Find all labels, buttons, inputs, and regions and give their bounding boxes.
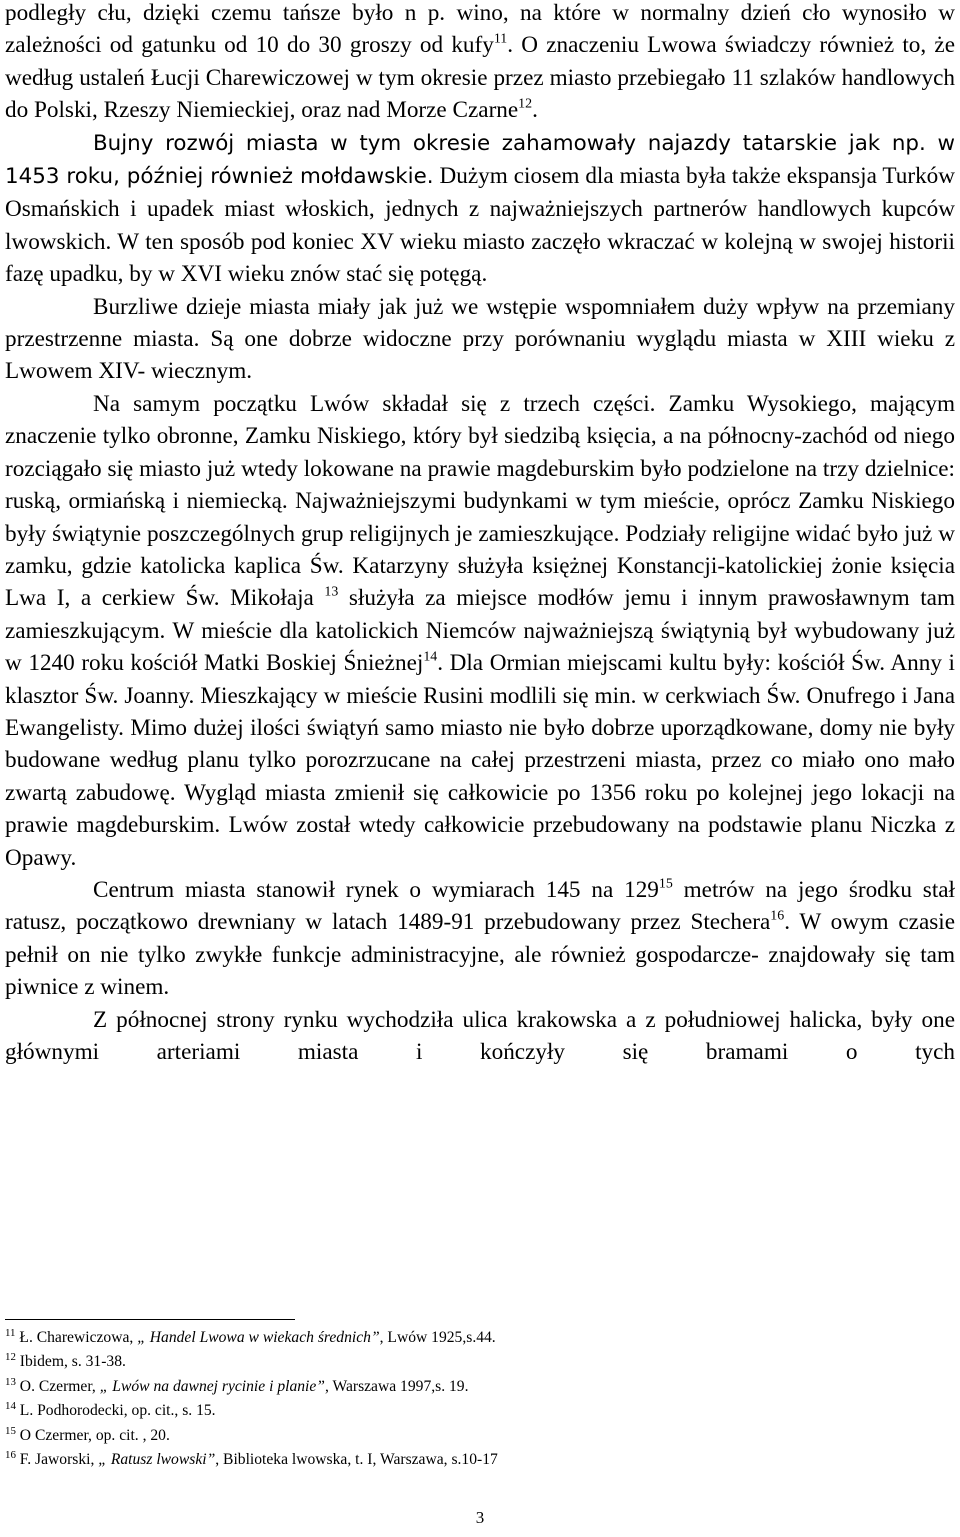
footnote-ref: 16: [770, 908, 785, 924]
footnote: $^{13}$ O. Czermer, „ Lwów na dawnej rycinie i planie”, Warszawa 1997,s. 19.: [5, 1375, 469, 1395]
text-run: . O znaczeniu Lwowa świadczy również to, że według ustaleń Łucji Charewiczowej w tym okresie przez miasto przebiegało 11 szlaków handlowych do Polski, Rzeszy Niemieckiej, oraz nad Morze Czarne: [5, 32, 956, 124]
text-run: Dużym ciosem dla miasta była także ekspansja Turków Osmańskich i upadek miast włoskich, jednych z najważniejszych partnerów handlowych kupców lwowskich. W ten sposób pod koniec XV wieku miasto zaczęło wkraczać w kolejną w swojej historii fazę upadku, by w XVI wieku znów stać się potęgą.: [5, 163, 956, 288]
text-run: podległy cłu, dzięki czemu tańsze było n p. wino, na które w normalny dzień cło wynosiło w zależności od gatunku od 10 do 30 groszy od kufy: [5, 0, 955, 59]
footnote-ref: 15: [658, 876, 673, 892]
text-run: Z północnej strony rynku wychodziła ulica krakowska a z południowej halicka, były one głównymi arteriami miasta i kończyły się bramami o tych: [5, 1006, 955, 1065]
footnote-ref: 11: [493, 31, 508, 47]
paragraph: [5, 0, 955, 127]
page-number: 3: [475, 1508, 485, 1527]
footnote-ref: 12: [518, 96, 533, 112]
text-run: Bujny rozwój miasta w tym okresie zahamowały najazdy tatarskie jak np. w 1453 roku, później również mołdawskie.: [5, 130, 955, 190]
text-run: Burzliwe dzieje miasta miały jak już we wstępie wspomniałem duży wpływ na przemiany przestrzenne miasta. Są one dobrze widoczne przy porównaniu wyglądu miasta w XIII wieku z Lwowem XIV- wiecznym.: [5, 293, 955, 385]
text-run: służyła za miejsce modłów jemu i innym prawosławnym tam zamieszkującym. W mieście dla katolickich Niemców najważniejszą świątynią był wybudowany już w 1240 roku kościół Matki Boskiej Śnieżnej: [5, 585, 955, 677]
footnote: $^{15}$ O Czermer, op. cit. , 20.: [5, 1424, 170, 1444]
text-run: . W owym czasie pełnił on nie tylko zwykłe funkcje administracyjne, ale również gospodarcze- znajdowały się tam piwnice z winem.: [5, 909, 956, 1001]
paragraph: [5, 291, 955, 388]
paragraph: [5, 1004, 955, 1069]
paragraph: [5, 874, 955, 1004]
text-run: .: [532, 97, 538, 124]
text-run: metrów na jego środku stał ratusz, początkowo drewniany w latach 1489-91 przebudowany przez Stechera: [5, 876, 955, 936]
text-run: Centrum miasta stanowił rynek o wymiarach 145 na 129: [93, 876, 659, 903]
footnote: $^{12}$ Ibidem, s. 31-38.: [5, 1351, 126, 1371]
text-run: Na samym początku Lwów składał się z trzech części. Zamku Wysokiego, mającym znaczenie tylko obronne, Zamku Niskiego, który był siedzibą księcia, a na północny-zachód od niego rozciągało się miasto już wtedy lokowane na prawie magdeburskim było podzielone na trzy dzielnice: ruską, ormiańską i niemiecką. Najważniejszymi budynkami w tym mieście, oprócz Zamku Niskiego były świątynie poszczególnych grup religijnych je zamieszkujące. Podziały religijne widać było już w zamku, gdzie katolicka kaplica Św. Katarzyny służyła księżnej Konstancji-katolickiej żonie księcia Lwa I, a cerkiew Św. Mikołaja: [5, 390, 955, 612]
paragraph: [5, 388, 955, 874]
footnote: $^{14}$ L. Podhorodecki, op. cit., s. 15.: [5, 1400, 216, 1420]
footnote: $^{11}$ Ł. Charewiczowa, „ Handel Lwowa w wiekach średnich”, Lwów 1925,s.44.: [5, 1327, 496, 1346]
footnote-ref: 14: [423, 649, 438, 665]
footnote-separator: [5, 1319, 295, 1320]
text-run: . Dla Ormian miejscami kultu były: kościół Św. Anny i klasztor Św. Joanny. Mieszkający w mieście Rusini modlili się min. w cerkwiach Św. Onufrego i Jana Ewangelisty. Mimo dużej ilości świątyń samo miasto nie było dobrze uporządkowane, domy nie były budowane według planu tylko porozrzucane na całej przestrzeni miasta, przez co miało ono mało zwartą zabudowę. Wygląd miasta zmienił się całkowicie po 1356 roku po kolejnej jego lokacji na prawie magdeburskim. Lwów został wtedy całkowicie przebudowany na podstawie planu Niczka z Opawy.: [5, 650, 955, 871]
footnotes: [5, 1326, 955, 1472]
footnote-ref: 13: [324, 584, 339, 600]
body-text: [5, 0, 955, 1068]
footnote: $^{16}$ F. Jaworski, „ Ratusz lwowski”, Biblioteka lwowska, t. I, Warszawa, s.10-17: [5, 1449, 498, 1469]
paragraph: [5, 127, 955, 291]
